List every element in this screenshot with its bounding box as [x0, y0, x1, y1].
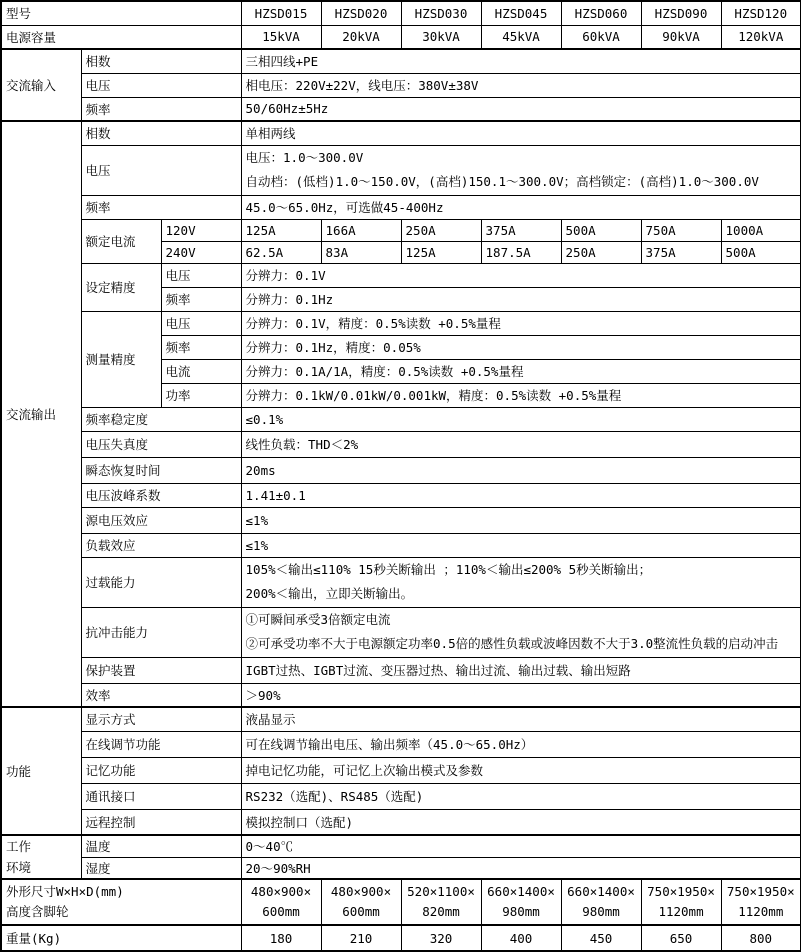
capacity-cell: 60kVA — [561, 25, 641, 49]
spec-value-cell: 20ms — [241, 457, 801, 483]
spec-sublabel-cell: 电压 — [161, 311, 241, 335]
section-ac-output: 交流输出 — [1, 121, 81, 707]
voltage-range-line: 电压：1.0～300.0V — [245, 150, 364, 165]
ac-output-voltage-row — [1, 145, 801, 195]
current-cell: 1000A — [721, 219, 801, 241]
protection-row — [1, 657, 801, 683]
ac-output-phase-row — [1, 121, 801, 145]
current-cell: 250A — [401, 219, 481, 241]
comm-interface-row — [1, 783, 801, 809]
spec-sublabel-cell: 240V — [161, 241, 241, 263]
spec-value-cell: 1.41±0.1 — [241, 483, 801, 507]
overload-line-1: 105%＜输出≤110% 15秒关断输出 ；110%＜输出≤200% 5秒关断输出； — [245, 562, 652, 577]
weight-cell: 400 — [481, 925, 561, 951]
dimension-line-2: 1120mm — [658, 904, 704, 919]
spec-value-cell: 线性负载：THD＜2% — [241, 431, 801, 457]
dimension-line-2: 600mm — [262, 904, 300, 919]
dimension-line-1: 660×1400× — [567, 884, 635, 899]
ac-output-frequency-row — [1, 195, 801, 219]
line-regulation-row — [1, 507, 801, 533]
spec-label-cell: 记忆功能 — [81, 757, 241, 783]
weight-cell: 320 — [401, 925, 481, 951]
spec-value-cell: 三相四线+PE — [241, 49, 801, 73]
spec-label-cell: 显示方式 — [81, 707, 241, 731]
freq-stability-row — [1, 407, 801, 431]
spec-value-cell: 分辨力：0.1V，精度：0.5%读数 +0.5%量程 — [241, 311, 801, 335]
spec-label-cell: 设定精度 — [81, 263, 161, 311]
spec-label-cell: 湿度 — [81, 857, 241, 879]
dimension-line-2: 1120mm — [738, 904, 784, 919]
weight-cell: 180 — [241, 925, 321, 951]
current-cell: 187.5A — [481, 241, 561, 263]
dimension-cell — [321, 879, 401, 925]
spec-value-cell — [241, 607, 801, 657]
impact-line-2: ②可承受功率不大于电源额定功率0.5倍的感性负载或波峰因数不大于3.0整流性负载的启动冲击 — [245, 636, 779, 651]
setting-accuracy-voltage-row — [1, 263, 801, 287]
section-functions: 功能 — [1, 707, 81, 835]
rated-current-120v-row — [1, 219, 801, 241]
weight-cell: 650 — [641, 925, 721, 951]
overload-line-2: 200%＜输出，立即关断输出。 — [245, 586, 414, 601]
spec-label-cell: 通讯接口 — [81, 783, 241, 809]
dimension-line-1: 520×1100× — [407, 884, 475, 899]
weight-row — [1, 925, 801, 951]
spec-label-cell: 过载能力 — [81, 557, 241, 607]
spec-value-cell: 模拟控制口（选配) — [241, 809, 801, 835]
spec-value-cell: 分辨力：0.1kW/0.01kW/0.001kW，精度：0.5%读数 +0.5%量程 — [241, 383, 801, 407]
dimension-line-1: 480×900× — [330, 884, 392, 899]
dimension-line-2: 980mm — [582, 904, 620, 919]
spec-label-cell: 保护装置 — [81, 657, 241, 683]
spec-value-cell: 分辨力：0.1Hz，精度：0.05% — [241, 335, 801, 359]
model-cell: HZSD120 — [721, 1, 801, 25]
model-cell: HZSD030 — [401, 1, 481, 25]
spec-label-cell: 抗冲击能力 — [81, 607, 241, 657]
current-cell: 375A — [481, 219, 561, 241]
dimension-cell — [401, 879, 481, 925]
spec-label-cell: 负载效应 — [81, 533, 241, 557]
environment-label-line-1: 工作 — [6, 839, 32, 854]
spec-label-cell: 电压 — [81, 145, 241, 195]
dimension-cell — [561, 879, 641, 925]
dimension-cell — [641, 879, 721, 925]
ac-input-frequency-row — [1, 97, 801, 121]
spec-value-cell: 分辨力：0.1V — [241, 263, 801, 287]
remote-control-row — [1, 809, 801, 835]
memory-row — [1, 757, 801, 783]
spec-value-cell: 0～40℃ — [241, 835, 801, 857]
current-cell: 500A — [561, 219, 641, 241]
spec-value-cell: 50/60Hz±5Hz — [241, 97, 801, 121]
impact-line-1: ①可瞬间承受3倍额定电流 — [245, 612, 391, 627]
model-cell: HZSD045 — [481, 1, 561, 25]
spec-value-cell — [241, 145, 801, 195]
section-environment — [1, 835, 81, 879]
spec-label-cell: 温度 — [81, 835, 241, 857]
model-row — [1, 1, 801, 25]
dimension-line-2: 600mm — [342, 904, 380, 919]
capacity-cell: 30kVA — [401, 25, 481, 49]
temperature-row — [1, 835, 801, 857]
dimension-line-2: 980mm — [502, 904, 540, 919]
spec-label-cell: 效率 — [81, 683, 241, 707]
spec-label-cell: 频率 — [81, 195, 241, 219]
spec-sublabel-cell: 频率 — [161, 335, 241, 359]
dimension-line-2: 820mm — [422, 904, 460, 919]
spec-value-cell: ≤1% — [241, 507, 801, 533]
dimensions-label-line-1: 外形尺寸W×H×D(mm) — [6, 884, 124, 899]
spec-label-cell: 在线调节功能 — [81, 731, 241, 757]
overload-row — [1, 557, 801, 607]
spec-label-cell: 远程控制 — [81, 809, 241, 835]
capacity-cell: 20kVA — [321, 25, 401, 49]
spec-value-cell: 20～90%RH — [241, 857, 801, 879]
voltage-distortion-row — [1, 431, 801, 457]
spec-label-cell: 电压失真度 — [81, 431, 241, 457]
humidity-row — [1, 857, 801, 879]
current-cell: 250A — [561, 241, 641, 263]
current-cell: 125A — [401, 241, 481, 263]
capacity-cell: 45kVA — [481, 25, 561, 49]
transient-recovery-row — [1, 457, 801, 483]
display-mode-row — [1, 707, 801, 731]
spec-label-cell: 电压 — [81, 73, 241, 97]
ac-input-phase-row — [1, 49, 801, 73]
dimension-line-1: 480×900× — [250, 884, 312, 899]
model-cell: HZSD020 — [321, 1, 401, 25]
spec-sublabel-cell: 电流 — [161, 359, 241, 383]
spec-value-cell: ≤0.1% — [241, 407, 801, 431]
spec-label-cell: 相数 — [81, 49, 241, 73]
spec-label-cell: 测量精度 — [81, 311, 161, 407]
spec-sublabel-cell: 电压 — [161, 263, 241, 287]
current-cell: 750A — [641, 219, 721, 241]
capacity-cell: 90kVA — [641, 25, 721, 49]
impact-row — [1, 607, 801, 657]
capacity-label-cell: 电源容量 — [1, 25, 241, 49]
spec-label-cell: 电压波峰系数 — [81, 483, 241, 507]
weight-cell: 450 — [561, 925, 641, 951]
capacity-cell: 120kVA — [721, 25, 801, 49]
dimensions-label-cell — [1, 879, 241, 925]
online-adjust-row — [1, 731, 801, 757]
current-cell: 125A — [241, 219, 321, 241]
spec-value-cell: 分辨力：0.1A/1A，精度：0.5%读数 +0.5%量程 — [241, 359, 801, 383]
dimension-line-1: 660×1400× — [487, 884, 555, 899]
spec-value-cell: IGBT过热、IGBT过流、变压器过热、输出过流、输出过载、输出短路 — [241, 657, 801, 683]
current-cell: 62.5A — [241, 241, 321, 263]
dimension-line-1: 750×1950× — [647, 884, 715, 899]
model-label-cell: 型号 — [1, 1, 241, 25]
model-cell: HZSD090 — [641, 1, 721, 25]
spec-sublabel-cell: 120V — [161, 219, 241, 241]
dimension-line-1: 750×1950× — [726, 884, 795, 899]
section-ac-input: 交流输入 — [1, 49, 81, 121]
spec-value-cell: 液晶显示 — [241, 707, 801, 731]
spec-value-cell: 45.0～65.0Hz，可选做45-400Hz — [241, 195, 801, 219]
spec-value-cell: 可在线调节输出电压、输出频率（45.0～65.0Hz） — [241, 731, 801, 757]
spec-value-cell: 掉电记忆功能，可记忆上次输出模式及参数 — [241, 757, 801, 783]
current-cell: 166A — [321, 219, 401, 241]
spec-value-cell: 单相两线 — [241, 121, 801, 145]
weight-cell: 210 — [321, 925, 401, 951]
capacity-row — [1, 25, 801, 49]
spec-sublabel-cell: 功率 — [161, 383, 241, 407]
current-cell: 500A — [721, 241, 801, 263]
spec-label-cell: 瞬态恢复时间 — [81, 457, 241, 483]
ac-input-voltage-row — [1, 73, 801, 97]
dimensions-row — [1, 879, 801, 925]
dimension-cell — [721, 879, 801, 925]
current-cell: 83A — [321, 241, 401, 263]
spec-value-cell — [241, 557, 801, 607]
spec-label-cell: 相数 — [81, 121, 241, 145]
spec-label-cell: 额定电流 — [81, 219, 161, 263]
spec-value-cell: 分辨力：0.1Hz — [241, 287, 801, 311]
dimension-cell — [481, 879, 561, 925]
efficiency-row — [1, 683, 801, 707]
model-cell: HZSD015 — [241, 1, 321, 25]
spec-label-cell: 频率 — [81, 97, 241, 121]
dimensions-label-line-2: 高度含脚轮 — [6, 904, 69, 919]
crest-factor-row — [1, 483, 801, 507]
spec-label-cell: 频率稳定度 — [81, 407, 241, 431]
weight-label-cell: 重量(Kg) — [1, 925, 241, 951]
spec-value-cell: ＞90% — [241, 683, 801, 707]
environment-label-line-2: 环境 — [6, 860, 32, 875]
voltage-auto-line: 自动档：(低档)1.0～150.0V，(高档)150.1～300.0V；高档锁定：(高档)1.0～300.0V — [245, 174, 759, 189]
spec-value-cell: 相电压：220V±22V，线电压：380V±38V — [241, 73, 801, 97]
current-cell: 375A — [641, 241, 721, 263]
dimension-cell — [241, 879, 321, 925]
spec-label-cell: 源电压效应 — [81, 507, 241, 533]
measure-accuracy-voltage-row — [1, 311, 801, 335]
model-cell: HZSD060 — [561, 1, 641, 25]
spec-sublabel-cell: 频率 — [161, 287, 241, 311]
capacity-cell: 15kVA — [241, 25, 321, 49]
spec-value-cell: RS232（选配)、RS485（选配) — [241, 783, 801, 809]
weight-cell: 800 — [721, 925, 801, 951]
load-regulation-row — [1, 533, 801, 557]
spec-value-cell: ≤1% — [241, 533, 801, 557]
